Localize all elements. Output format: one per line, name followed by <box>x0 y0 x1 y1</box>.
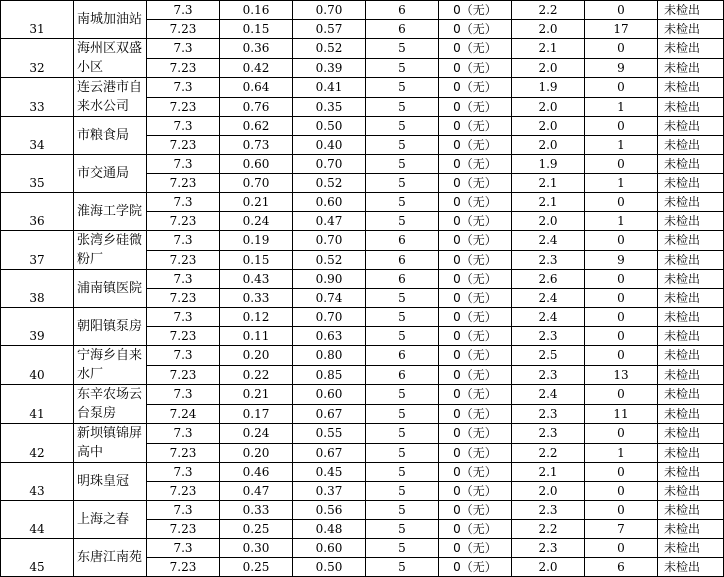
status-cell: 0（无） <box>439 404 512 424</box>
date-cell: 7.23 <box>147 365 220 385</box>
value-b-cell: 0.50 <box>293 558 366 577</box>
value-a-cell: 0.76 <box>220 97 293 117</box>
date-cell: 7.3 <box>147 463 220 482</box>
result-cell: 未检出 <box>658 270 724 289</box>
status-cell: 0（无） <box>439 174 512 193</box>
status-cell: 0（无） <box>439 231 512 251</box>
value-b-cell: 0.37 <box>293 482 366 501</box>
site-name-cell: 东辛农场云台泵房 <box>74 385 147 424</box>
value-c-cell: 5 <box>366 117 439 136</box>
status-cell: 0（无） <box>439 482 512 501</box>
date-cell: 7.23 <box>147 136 220 155</box>
value-d-cell: 2.2 <box>512 443 585 463</box>
site-name-cell: 市粮食局 <box>74 117 147 155</box>
status-cell: 0（无） <box>439 327 512 346</box>
value-a-cell: 0.73 <box>220 136 293 155</box>
table-row <box>1 78 724 98</box>
date-cell: 7.23 <box>147 482 220 501</box>
date-cell: 7.3 <box>147 117 220 136</box>
value-b-cell: 0.70 <box>293 231 366 251</box>
date-cell: 7.23 <box>147 289 220 308</box>
table-row <box>1 39 724 59</box>
value-b-cell: 0.35 <box>293 97 366 117</box>
date-cell: 7.23 <box>147 327 220 346</box>
value-a-cell: 0.15 <box>220 20 293 39</box>
count-cell: 0 <box>585 155 658 174</box>
result-cell: 未检出 <box>658 558 724 577</box>
value-b-cell: 0.41 <box>293 78 366 98</box>
count-cell: 0 <box>585 501 658 520</box>
count-cell: 0 <box>585 231 658 251</box>
count-cell: 0 <box>585 78 658 98</box>
value-d-cell: 2.5 <box>512 346 585 366</box>
value-a-cell: 0.46 <box>220 463 293 482</box>
status-cell: 0（无） <box>439 463 512 482</box>
value-d-cell: 2.1 <box>512 193 585 212</box>
value-b-cell: 0.47 <box>293 212 366 231</box>
value-c-cell: 6 <box>366 346 439 366</box>
value-b-cell: 0.57 <box>293 20 366 39</box>
value-c-cell: 6 <box>366 250 439 270</box>
value-c-cell: 5 <box>366 443 439 463</box>
value-d-cell: 2.0 <box>512 212 585 231</box>
table-row <box>1 231 724 251</box>
result-cell: 未检出 <box>658 501 724 520</box>
row-number-cell: 42 <box>1 424 74 463</box>
count-cell: 1 <box>585 443 658 463</box>
value-a-cell: 0.19 <box>220 231 293 251</box>
result-cell: 未检出 <box>658 308 724 327</box>
value-c-cell: 5 <box>366 482 439 501</box>
date-cell: 7.23 <box>147 212 220 231</box>
site-name-cell: 连云港市自来水公司 <box>74 78 147 117</box>
date-cell: 7.3 <box>147 1 220 20</box>
value-a-cell: 0.25 <box>220 558 293 577</box>
value-a-cell: 0.24 <box>220 424 293 444</box>
result-cell: 未检出 <box>658 424 724 444</box>
row-number-cell: 44 <box>1 501 74 539</box>
result-cell: 未检出 <box>658 463 724 482</box>
result-cell: 未检出 <box>658 39 724 59</box>
value-d-cell: 2.0 <box>512 136 585 155</box>
date-cell: 7.3 <box>147 270 220 289</box>
date-cell: 7.23 <box>147 97 220 117</box>
status-cell: 0（无） <box>439 212 512 231</box>
value-d-cell: 2.0 <box>512 117 585 136</box>
row-number-cell: 36 <box>1 193 74 231</box>
table-row <box>1 463 724 482</box>
count-cell: 0 <box>585 1 658 20</box>
date-cell: 7.3 <box>147 231 220 251</box>
value-b-cell: 0.55 <box>293 424 366 444</box>
status-cell: 0（无） <box>439 117 512 136</box>
row-number-cell: 32 <box>1 39 74 78</box>
table-body <box>1 1 724 577</box>
row-number-cell: 35 <box>1 155 74 193</box>
date-cell: 7.23 <box>147 20 220 39</box>
value-c-cell: 5 <box>366 424 439 444</box>
value-b-cell: 0.56 <box>293 501 366 520</box>
date-cell: 7.23 <box>147 58 220 78</box>
site-name-cell: 上海之春 <box>74 501 147 539</box>
value-d-cell: 2.0 <box>512 58 585 78</box>
status-cell: 0（无） <box>439 308 512 327</box>
value-c-cell: 5 <box>366 174 439 193</box>
count-cell: 0 <box>585 39 658 59</box>
table-row <box>1 270 724 289</box>
table-row <box>1 193 724 212</box>
count-cell: 6 <box>585 558 658 577</box>
status-cell: 0（无） <box>439 289 512 308</box>
count-cell: 1 <box>585 97 658 117</box>
value-b-cell: 0.45 <box>293 463 366 482</box>
result-cell: 未检出 <box>658 117 724 136</box>
value-a-cell: 0.60 <box>220 155 293 174</box>
date-cell: 7.23 <box>147 520 220 539</box>
date-cell: 7.24 <box>147 404 220 424</box>
date-cell: 7.3 <box>147 501 220 520</box>
value-c-cell: 5 <box>366 58 439 78</box>
date-cell: 7.23 <box>147 174 220 193</box>
value-c-cell: 6 <box>366 270 439 289</box>
count-cell: 0 <box>585 482 658 501</box>
value-b-cell: 0.67 <box>293 404 366 424</box>
status-cell: 0（无） <box>439 539 512 558</box>
value-b-cell: 0.39 <box>293 58 366 78</box>
status-cell: 0（无） <box>439 58 512 78</box>
value-d-cell: 2.2 <box>512 1 585 20</box>
result-cell: 未检出 <box>658 97 724 117</box>
status-cell: 0（无） <box>439 155 512 174</box>
row-number-cell: 37 <box>1 231 74 270</box>
row-number-cell: 41 <box>1 385 74 424</box>
value-a-cell: 0.17 <box>220 404 293 424</box>
result-cell: 未检出 <box>658 212 724 231</box>
value-d-cell: 2.4 <box>512 308 585 327</box>
result-cell: 未检出 <box>658 327 724 346</box>
value-a-cell: 0.64 <box>220 78 293 98</box>
count-cell: 11 <box>585 404 658 424</box>
value-b-cell: 0.48 <box>293 520 366 539</box>
value-b-cell: 0.80 <box>293 346 366 366</box>
value-c-cell: 5 <box>366 39 439 59</box>
count-cell: 17 <box>585 20 658 39</box>
count-cell: 0 <box>585 424 658 444</box>
value-d-cell: 2.1 <box>512 463 585 482</box>
result-cell: 未检出 <box>658 404 724 424</box>
count-cell: 1 <box>585 174 658 193</box>
value-c-cell: 5 <box>366 193 439 212</box>
value-c-cell: 5 <box>366 212 439 231</box>
value-b-cell: 0.74 <box>293 289 366 308</box>
site-name-cell: 淮海工学院 <box>74 193 147 231</box>
row-number-cell: 40 <box>1 346 74 385</box>
value-a-cell: 0.20 <box>220 443 293 463</box>
value-a-cell: 0.47 <box>220 482 293 501</box>
count-cell: 0 <box>585 539 658 558</box>
value-a-cell: 0.33 <box>220 289 293 308</box>
count-cell: 13 <box>585 365 658 385</box>
value-c-cell: 6 <box>366 365 439 385</box>
table-row <box>1 501 724 520</box>
value-c-cell: 5 <box>366 136 439 155</box>
value-c-cell: 5 <box>366 385 439 405</box>
value-d-cell: 2.3 <box>512 501 585 520</box>
row-number-cell: 39 <box>1 308 74 346</box>
value-a-cell: 0.21 <box>220 385 293 405</box>
table-row <box>1 424 724 444</box>
result-cell: 未检出 <box>658 193 724 212</box>
row-number-cell: 33 <box>1 78 74 117</box>
value-d-cell: 2.1 <box>512 39 585 59</box>
value-b-cell: 0.70 <box>293 1 366 20</box>
value-b-cell: 0.85 <box>293 365 366 385</box>
value-a-cell: 0.11 <box>220 327 293 346</box>
result-cell: 未检出 <box>658 520 724 539</box>
status-cell: 0（无） <box>439 346 512 366</box>
value-c-cell: 6 <box>366 1 439 20</box>
value-a-cell: 0.30 <box>220 539 293 558</box>
value-a-cell: 0.22 <box>220 365 293 385</box>
value-b-cell: 0.67 <box>293 443 366 463</box>
row-number-cell: 45 <box>1 539 74 577</box>
result-cell: 未检出 <box>658 155 724 174</box>
site-name-cell: 明珠皇冠 <box>74 463 147 501</box>
value-c-cell: 5 <box>366 558 439 577</box>
value-c-cell: 5 <box>366 404 439 424</box>
value-d-cell: 2.3 <box>512 365 585 385</box>
value-a-cell: 0.21 <box>220 193 293 212</box>
date-cell: 7.3 <box>147 539 220 558</box>
site-name-cell: 浦南镇医院 <box>74 270 147 308</box>
value-a-cell: 0.62 <box>220 117 293 136</box>
count-cell: 0 <box>585 346 658 366</box>
status-cell: 0（无） <box>439 1 512 20</box>
table-row <box>1 117 724 136</box>
status-cell: 0（无） <box>439 424 512 444</box>
value-a-cell: 0.70 <box>220 174 293 193</box>
value-d-cell: 2.3 <box>512 327 585 346</box>
result-cell: 未检出 <box>658 385 724 405</box>
status-cell: 0（无） <box>439 270 512 289</box>
result-cell: 未检出 <box>658 482 724 501</box>
value-a-cell: 0.15 <box>220 250 293 270</box>
site-name-cell: 朝阳镇泵房 <box>74 308 147 346</box>
value-b-cell: 0.52 <box>293 174 366 193</box>
status-cell: 0（无） <box>439 20 512 39</box>
value-d-cell: 1.9 <box>512 155 585 174</box>
value-c-cell: 5 <box>366 155 439 174</box>
value-a-cell: 0.20 <box>220 346 293 366</box>
status-cell: 0（无） <box>439 39 512 59</box>
status-cell: 0（无） <box>439 78 512 98</box>
value-b-cell: 0.60 <box>293 539 366 558</box>
result-cell: 未检出 <box>658 346 724 366</box>
count-cell: 1 <box>585 136 658 155</box>
result-cell: 未检出 <box>658 365 724 385</box>
count-cell: 9 <box>585 250 658 270</box>
status-cell: 0（无） <box>439 193 512 212</box>
date-cell: 7.23 <box>147 250 220 270</box>
date-cell: 7.3 <box>147 424 220 444</box>
result-cell: 未检出 <box>658 289 724 308</box>
date-cell: 7.23 <box>147 443 220 463</box>
site-name-cell: 宁海乡自来水厂 <box>74 346 147 385</box>
result-cell: 未检出 <box>658 78 724 98</box>
count-cell: 0 <box>585 463 658 482</box>
result-cell: 未检出 <box>658 58 724 78</box>
row-number-cell: 31 <box>1 1 74 39</box>
date-cell: 7.3 <box>147 39 220 59</box>
date-cell: 7.3 <box>147 78 220 98</box>
value-d-cell: 2.3 <box>512 424 585 444</box>
value-d-cell: 2.0 <box>512 20 585 39</box>
site-name-cell: 张湾乡硅微粉厂 <box>74 231 147 270</box>
value-a-cell: 0.42 <box>220 58 293 78</box>
result-cell: 未检出 <box>658 20 724 39</box>
value-d-cell: 2.2 <box>512 520 585 539</box>
status-cell: 0（无） <box>439 558 512 577</box>
value-a-cell: 0.25 <box>220 520 293 539</box>
value-c-cell: 5 <box>366 78 439 98</box>
count-cell: 0 <box>585 193 658 212</box>
value-b-cell: 0.50 <box>293 117 366 136</box>
value-b-cell: 0.70 <box>293 155 366 174</box>
count-cell: 1 <box>585 212 658 231</box>
result-cell: 未检出 <box>658 1 724 20</box>
count-cell: 0 <box>585 308 658 327</box>
date-cell: 7.3 <box>147 155 220 174</box>
date-cell: 7.23 <box>147 558 220 577</box>
value-a-cell: 0.24 <box>220 212 293 231</box>
value-d-cell: 2.4 <box>512 385 585 405</box>
value-a-cell: 0.16 <box>220 1 293 20</box>
site-name-cell: 东唐江南苑 <box>74 539 147 577</box>
value-d-cell: 2.3 <box>512 404 585 424</box>
value-b-cell: 0.70 <box>293 308 366 327</box>
result-cell: 未检出 <box>658 539 724 558</box>
value-c-cell: 5 <box>366 501 439 520</box>
result-cell: 未检出 <box>658 136 724 155</box>
value-b-cell: 0.60 <box>293 193 366 212</box>
table-row <box>1 155 724 174</box>
value-c-cell: 5 <box>366 327 439 346</box>
result-cell: 未检出 <box>658 443 724 463</box>
value-c-cell: 5 <box>366 520 439 539</box>
value-c-cell: 5 <box>366 539 439 558</box>
site-name-cell: 南城加油站 <box>74 1 147 39</box>
table-row <box>1 346 724 366</box>
status-cell: 0（无） <box>439 520 512 539</box>
value-d-cell: 2.3 <box>512 250 585 270</box>
result-cell: 未检出 <box>658 250 724 270</box>
date-cell: 7.3 <box>147 308 220 327</box>
value-d-cell: 2.1 <box>512 174 585 193</box>
value-d-cell: 2.0 <box>512 558 585 577</box>
site-name-cell: 市交通局 <box>74 155 147 193</box>
date-cell: 7.3 <box>147 193 220 212</box>
row-number-cell: 34 <box>1 117 74 155</box>
count-cell: 9 <box>585 58 658 78</box>
table-row <box>1 308 724 327</box>
value-d-cell: 2.6 <box>512 270 585 289</box>
value-b-cell: 0.52 <box>293 250 366 270</box>
result-cell: 未检出 <box>658 174 724 193</box>
count-cell: 0 <box>585 117 658 136</box>
value-d-cell: 1.9 <box>512 78 585 98</box>
value-c-cell: 5 <box>366 463 439 482</box>
row-number-cell: 38 <box>1 270 74 308</box>
value-d-cell: 2.0 <box>512 482 585 501</box>
site-name-cell: 新坝镇锦屏高中 <box>74 424 147 463</box>
value-d-cell: 2.0 <box>512 97 585 117</box>
status-cell: 0（无） <box>439 443 512 463</box>
table-row <box>1 539 724 558</box>
count-cell: 0 <box>585 385 658 405</box>
date-cell: 7.3 <box>147 346 220 366</box>
table-row <box>1 1 724 20</box>
count-cell: 0 <box>585 327 658 346</box>
value-a-cell: 0.12 <box>220 308 293 327</box>
value-a-cell: 0.36 <box>220 39 293 59</box>
value-c-cell: 6 <box>366 20 439 39</box>
row-number-cell: 43 <box>1 463 74 501</box>
value-b-cell: 0.52 <box>293 39 366 59</box>
status-cell: 0（无） <box>439 250 512 270</box>
value-c-cell: 6 <box>366 231 439 251</box>
value-b-cell: 0.60 <box>293 385 366 405</box>
status-cell: 0（无） <box>439 136 512 155</box>
count-cell: 0 <box>585 289 658 308</box>
status-cell: 0（无） <box>439 385 512 405</box>
value-d-cell: 2.4 <box>512 231 585 251</box>
status-cell: 0（无） <box>439 501 512 520</box>
value-c-cell: 5 <box>366 308 439 327</box>
table-row <box>1 385 724 405</box>
value-b-cell: 0.63 <box>293 327 366 346</box>
count-cell: 7 <box>585 520 658 539</box>
value-c-cell: 5 <box>366 289 439 308</box>
result-cell: 未检出 <box>658 231 724 251</box>
value-a-cell: 0.43 <box>220 270 293 289</box>
value-c-cell: 5 <box>366 97 439 117</box>
site-name-cell: 海州区双盛小区 <box>74 39 147 78</box>
value-b-cell: 0.90 <box>293 270 366 289</box>
count-cell: 0 <box>585 270 658 289</box>
value-b-cell: 0.40 <box>293 136 366 155</box>
value-d-cell: 2.4 <box>512 289 585 308</box>
value-d-cell: 2.3 <box>512 539 585 558</box>
date-cell: 7.3 <box>147 385 220 405</box>
status-cell: 0（无） <box>439 365 512 385</box>
value-a-cell: 0.33 <box>220 501 293 520</box>
status-cell: 0（无） <box>439 97 512 117</box>
